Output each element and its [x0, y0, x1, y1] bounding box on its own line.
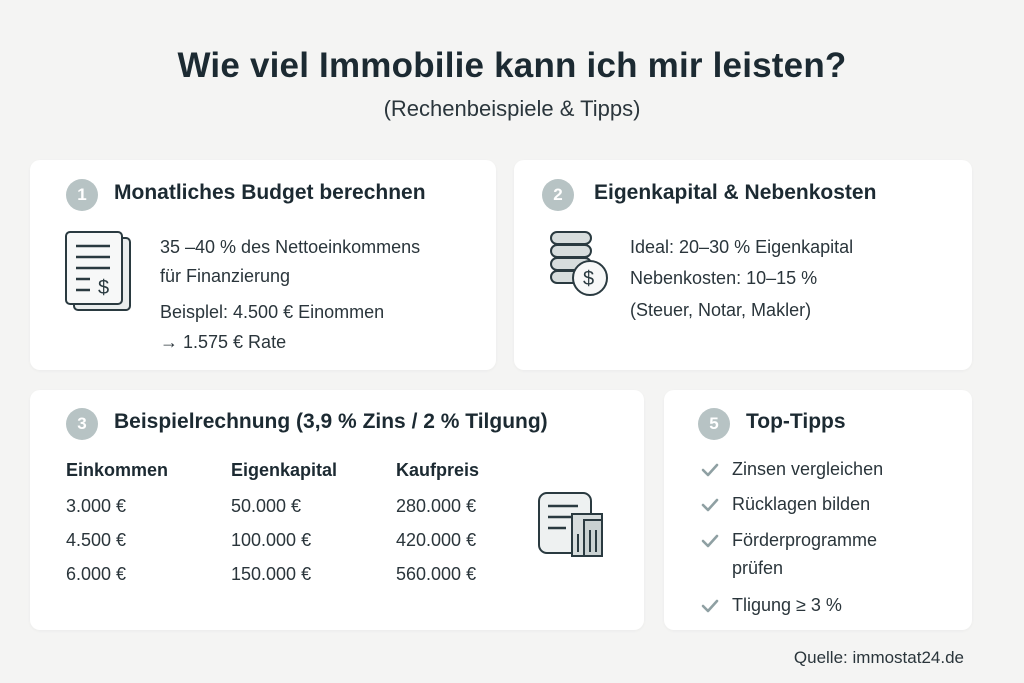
card-line: (Steuer, Notar, Makler) — [630, 300, 812, 320]
card-line: → 1.575 € Rate — [160, 332, 287, 352]
card-title: Monatliches Budget berechnen — [114, 181, 426, 204]
page-title: Wie viel Immobilie kann ich mir leisten? — [177, 46, 847, 85]
card-number-badge: 3 — [66, 408, 98, 440]
tip-item: Förderprogramme — [732, 530, 878, 550]
page-subtitle: (Rechenbeispiele & Tipps) — [383, 96, 641, 121]
table-cell: 6.000 € — [66, 564, 127, 584]
card-title: Beispielrechnung (3,9 % Zins / 2 % Tilgung) — [114, 410, 548, 433]
table-cell: 560.000 € — [396, 564, 477, 584]
svg-text:$: $ — [583, 268, 595, 290]
card-number-badge: 5 — [698, 408, 730, 440]
card-equity — [514, 160, 972, 370]
source-label: Quelle: — [793, 648, 848, 667]
table-header-price: Kaufpreis — [396, 460, 480, 480]
table-header-equity: Eigenkapital — [231, 460, 338, 480]
card-title: Top-Tipps — [746, 410, 846, 433]
card-example-calc — [30, 390, 644, 630]
table-cell: 100.000 € — [231, 530, 312, 550]
card-line: 35 –40 % des Nettoeinkommens — [160, 237, 421, 257]
card-number-badge: 2 — [542, 179, 574, 211]
source-link[interactable]: immostat24.de — [852, 648, 964, 667]
tip-item: Tligung ≥ 3 % — [732, 595, 842, 615]
table-cell: 280.000 € — [396, 496, 477, 516]
card-line: Ideal: 20–30 % Eigenkapital — [630, 237, 854, 257]
card-number-badge: 1 — [66, 179, 98, 211]
card-budget — [30, 160, 496, 370]
card-line: für Finanzierung — [160, 266, 291, 286]
checkmark-icon — [700, 460, 720, 480]
tip-item-continued: prüfen — [732, 558, 784, 578]
tip-item: Rücklagen bilden — [732, 494, 871, 514]
table-cell: 4.500 € — [66, 530, 127, 550]
table-cell: 3.000 € — [66, 496, 127, 516]
checkmark-icon — [700, 596, 720, 616]
svg-text:$: $ — [98, 277, 110, 299]
table-cell: 420.000 € — [396, 530, 477, 550]
table-cell: 50.000 € — [231, 496, 302, 516]
table-cell: 150.000 € — [231, 564, 312, 584]
card-line: Beisplel: 4.500 € Einommen — [160, 302, 385, 322]
table-header-income: Einkommen — [66, 460, 169, 480]
coins-dollar-icon — [548, 228, 612, 300]
source-footer — [794, 648, 964, 668]
document-building-icon — [536, 490, 608, 560]
card-title: Eigenkapital & Nebenkosten — [594, 181, 877, 204]
card-line: Nebenkosten: 10–15 % — [630, 268, 818, 288]
checkmark-icon — [700, 531, 720, 551]
tip-item: Zinsen vergleichen — [732, 459, 884, 479]
checkmark-icon — [700, 495, 720, 515]
document-dollar-icon — [64, 230, 134, 314]
card-top-tips — [664, 390, 972, 630]
